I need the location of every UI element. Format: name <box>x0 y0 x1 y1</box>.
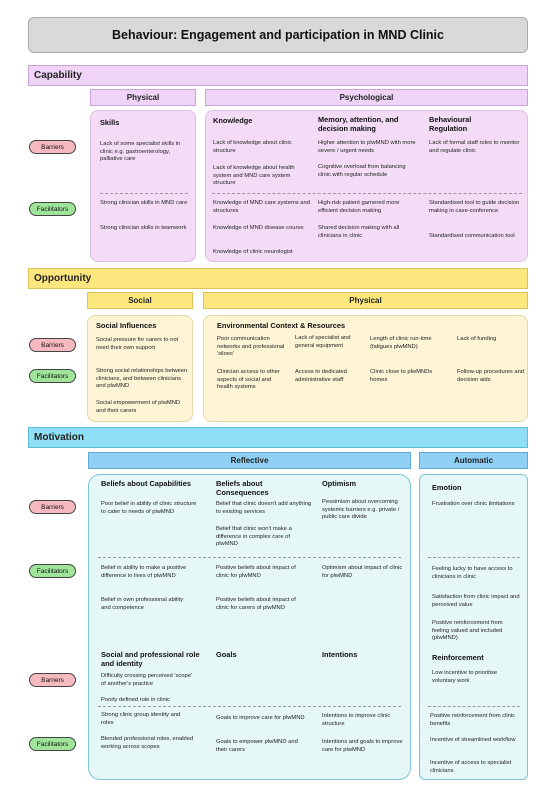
memory-heading: Memory, attention, and decision making <box>318 115 399 134</box>
knowledge-facilitator-1: Knowledge of MND care systems and structures <box>213 200 310 214</box>
behavioural-regulation-heading: Behavioural Regulation <box>429 115 472 134</box>
environmental-facilitator-2: Access to dedicated administrative staff <box>295 369 347 383</box>
reinforcement-facilitator-2: Incentive of streamlined workflow <box>430 737 516 743</box>
intentions-heading: Intentions <box>322 650 358 659</box>
motivation-automatic-divider-2 <box>428 706 520 707</box>
social-influences-barrier-1: Social pressure for carers to not need their own support <box>96 337 179 351</box>
emotion-facilitator-2: Satisfaction from clinic impact and perceived value <box>432 594 520 608</box>
skills-facilitator-1: Strong clinician skills in MND care <box>100 200 188 206</box>
beliefs-capabilities-facilitator-2: Belief in own professional ability and competence <box>101 597 184 611</box>
skills-heading: Skills <box>100 118 120 127</box>
environmental-barrier-2: Lack of specialist and general equipment <box>295 335 351 349</box>
behavioural-barrier-1: Lack of formal staff roles to monitor and regulate clinic <box>429 140 520 154</box>
motivation-automatic-divider-1 <box>428 557 520 558</box>
beliefs-capabilities-facilitator-1: Belief in ability to make a positive difference in lives of plwMND <box>101 565 187 579</box>
optimism-barrier-1: Pessimism about overcoming systemic barriers e.g. private / public care divide <box>322 499 400 521</box>
capability-psychological-header: Psychological <box>205 89 528 106</box>
beliefs-consequences-barrier-2: Belief that clinic won't make a difference in complex care of plwMND <box>216 526 292 548</box>
goals-facilitator-1: Goals to improve care for plwMND <box>216 715 305 721</box>
motivation-reflective-divider-2 <box>98 706 401 707</box>
environmental-facilitator-1: Clinician access to other aspects of social and health systems <box>217 369 280 391</box>
social-role-facilitator-2: Blended professional roles, enabled working across scopes <box>101 736 194 750</box>
motivation-barriers-label-2: Barriers <box>29 673 76 687</box>
environmental-barrier-3: Length of clinic run-time (fatigues plwMND) <box>370 336 432 350</box>
capability-barriers-label: Barriers <box>29 140 76 154</box>
memory-facilitator-1: High-risk patient garnered more efficient decision making <box>318 200 400 214</box>
optimism-heading: Optimism <box>322 479 357 488</box>
capability-psychological-divider <box>212 193 522 194</box>
intentions-facilitator-2: Intentions and goals to improve care for plwMND <box>322 739 403 753</box>
beliefs-consequences-facilitator-1: Positive beliefs about impact of clinic for plwMND <box>216 565 296 579</box>
environmental-barrier-1: Poor communication networks and professional 'siloes' <box>217 336 285 358</box>
opportunity-social-header: Social <box>87 292 193 309</box>
knowledge-facilitator-3: Knowledge of clinic neurologist <box>213 249 293 255</box>
intentions-facilitator-1: Intentions to improve clinic structure <box>322 713 391 727</box>
motivation-reflective-divider-1 <box>98 557 401 558</box>
social-role-heading: Social and professional role and identity <box>101 650 200 669</box>
knowledge-barrier-2: Lack of knowledge about health system and MND care system structure <box>213 165 295 187</box>
beliefs-consequences-facilitator-2: Positive beliefs about impact of clinic for carers of plwMND <box>216 597 296 611</box>
capability-physical-panel <box>90 110 196 262</box>
motivation-automatic-header: Automatic <box>419 452 528 469</box>
social-influences-facilitator-1: Strong social relationships between clinicians, and between clinicians and plwMND <box>96 368 188 390</box>
capability-physical-divider <box>100 193 188 194</box>
opportunity-header: Opportunity <box>28 268 528 289</box>
reinforcement-facilitator-3: Incentive of access to specialist clinicians <box>430 760 512 774</box>
capability-physical-header: Physical <box>90 89 196 106</box>
capability-header: Capability <box>28 65 528 86</box>
memory-barrier-2: Cognitive overload from balancing clinic with regular schedule <box>318 164 406 178</box>
emotion-heading: Emotion <box>432 483 462 492</box>
social-role-barrier-1: Difficulty crossing perceived 'scope' of another's practice <box>101 673 193 687</box>
emotion-barrier-1: Frustration over clinic limitations <box>432 501 515 507</box>
beliefs-consequences-heading: Beliefs about Consequences <box>216 479 269 498</box>
skills-facilitator-2: Strong clinician skills in teamwork <box>100 225 187 231</box>
reinforcement-facilitator-1: Positive reinforcement from clinic benefits <box>430 713 516 727</box>
memory-facilitator-2: Shared decision making with all clinicians in clinic <box>318 225 400 239</box>
capability-facilitators-label: Facilitators <box>29 202 76 216</box>
knowledge-facilitator-2: Knowledge of MND disease course <box>213 225 304 231</box>
motivation-facilitators-label-1: Facilitators <box>29 564 76 578</box>
reinforcement-barrier-1: Low incentive to prioritise voluntary work <box>432 670 498 684</box>
goals-facilitator-2: Goals to empower plwMND and their carers <box>216 739 298 753</box>
environmental-facilitator-4: Follow-up procedures and decision aids <box>457 369 525 383</box>
motivation-facilitators-label-2: Facilitators <box>29 737 76 751</box>
reinforcement-heading: Reinforcement <box>432 653 484 662</box>
behavioural-facilitator-2: Standardised communication tool <box>429 233 515 239</box>
optimism-facilitator-1: Optimism about impact of clinic for plwMND <box>322 565 403 579</box>
environmental-facilitator-3: Clinic close to plwMNDs homes <box>370 369 433 383</box>
opportunity-facilitators-label: Facilitators <box>29 369 76 383</box>
knowledge-heading: Knowledge <box>213 116 253 125</box>
environmental-barrier-4: Lack of funding <box>457 336 497 342</box>
emotion-facilitator-3: Positive reinforcement from feeling valued and included (plwMND) <box>432 620 503 642</box>
social-influences-heading: Social Influences <box>96 321 157 330</box>
goals-heading: Goals <box>216 650 237 659</box>
behavioural-facilitator-1: Standardised tool to guide decision making in case-conference <box>429 200 520 214</box>
opportunity-physical-header: Physical <box>203 292 528 309</box>
social-role-barrier-2: Poorly defined role in clinic <box>101 697 170 703</box>
knowledge-barrier-1: Lack of knowledge about clinic structure <box>213 140 292 154</box>
beliefs-consequences-barrier-1: Belief that clinic doesn't add anything to existing services <box>216 501 312 515</box>
skills-barrier-1: Lack of some specialist skills in clinic e.g. gastroenterology, palliative care <box>100 141 181 163</box>
motivation-reflective-header: Reflective <box>88 452 411 469</box>
emotion-facilitator-1: Feeling lucky to have access to clinicians in clinic <box>432 566 513 580</box>
beliefs-capabilities-heading: Beliefs about Capabilities <box>101 479 191 488</box>
motivation-header: Motivation <box>28 427 528 448</box>
page-title: Behaviour: Engagement and participation in MND Clinic <box>28 17 528 53</box>
motivation-barriers-label-1: Barriers <box>29 500 76 514</box>
beliefs-capabilities-barrier-1: Poor belief in ability of clinic structure to cater to needs of plwMND <box>101 501 197 515</box>
opportunity-barriers-label: Barriers <box>29 338 76 352</box>
social-influences-facilitator-2: Social empowerment of plwMND and their carers <box>96 400 181 414</box>
social-role-facilitator-1: Strong clinic group identity and roles <box>101 712 181 726</box>
memory-barrier-1: Higher attention to plwMND with more severe / urgent needs <box>318 140 416 154</box>
environmental-heading: Environmental Context & Resources <box>217 321 346 330</box>
